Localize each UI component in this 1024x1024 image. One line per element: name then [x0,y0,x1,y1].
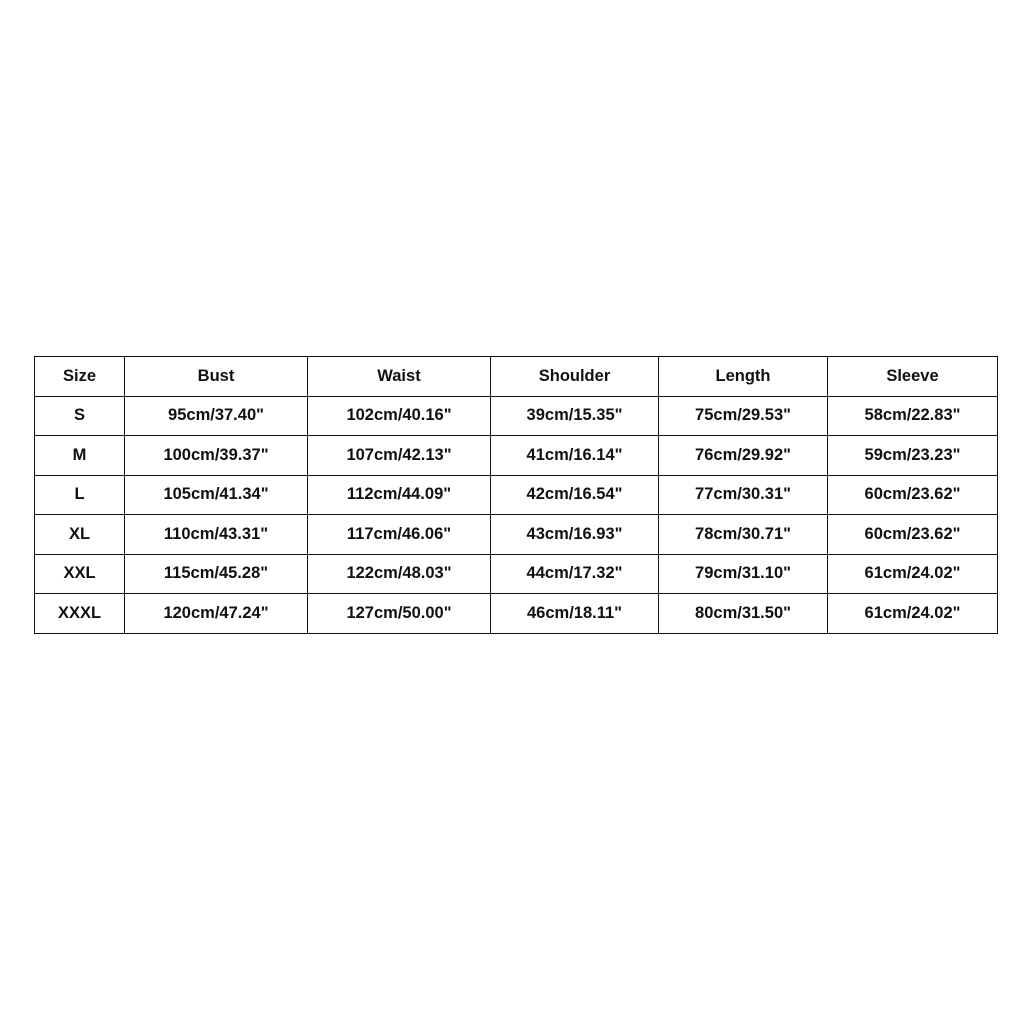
shoulder-cell: 43cm/16.93" [491,515,659,555]
table-row [35,554,998,594]
bust-cell: 95cm/37.40" [125,396,308,436]
size-cell: S [35,396,125,436]
table-row [35,594,998,634]
bust-cell: 105cm/41.34" [125,475,308,515]
size-cell: L [35,475,125,515]
sleeve-cell: 58cm/22.83" [828,396,998,436]
header-waist: Waist [308,357,491,397]
length-cell: 80cm/31.50" [659,594,828,634]
sleeve-cell: 59cm/23.23" [828,436,998,476]
bust-cell: 120cm/47.24" [125,594,308,634]
bust-cell: 100cm/39.37" [125,436,308,476]
length-cell: 77cm/30.31" [659,475,828,515]
shoulder-cell: 39cm/15.35" [491,396,659,436]
length-cell: 76cm/29.92" [659,436,828,476]
waist-cell: 102cm/40.16" [308,396,491,436]
waist-cell: 127cm/50.00" [308,594,491,634]
table-row [35,436,998,476]
length-cell: 79cm/31.10" [659,554,828,594]
sleeve-cell: 60cm/23.62" [828,475,998,515]
bust-cell: 115cm/45.28" [125,554,308,594]
waist-cell: 122cm/48.03" [308,554,491,594]
waist-cell: 112cm/44.09" [308,475,491,515]
header-size: Size [35,357,125,397]
shoulder-cell: 44cm/17.32" [491,554,659,594]
shoulder-cell: 46cm/18.11" [491,594,659,634]
table-row [35,475,998,515]
sleeve-cell: 60cm/23.62" [828,515,998,555]
length-cell: 78cm/30.71" [659,515,828,555]
size-cell: XXL [35,554,125,594]
sleeve-cell: 61cm/24.02" [828,594,998,634]
shoulder-cell: 42cm/16.54" [491,475,659,515]
size-cell: M [35,436,125,476]
size-chart-body [35,396,998,633]
size-cell: XL [35,515,125,555]
size-chart-table [34,356,998,634]
header-sleeve: Sleeve [828,357,998,397]
header-length: Length [659,357,828,397]
header-shoulder: Shoulder [491,357,659,397]
bust-cell: 110cm/43.31" [125,515,308,555]
table-row [35,515,998,555]
header-bust: Bust [125,357,308,397]
length-cell: 75cm/29.53" [659,396,828,436]
shoulder-cell: 41cm/16.14" [491,436,659,476]
sleeve-cell: 61cm/24.02" [828,554,998,594]
table-row [35,396,998,436]
waist-cell: 107cm/42.13" [308,436,491,476]
waist-cell: 117cm/46.06" [308,515,491,555]
header-row [35,357,998,397]
size-chart-header [35,357,998,397]
size-cell: XXXL [35,594,125,634]
